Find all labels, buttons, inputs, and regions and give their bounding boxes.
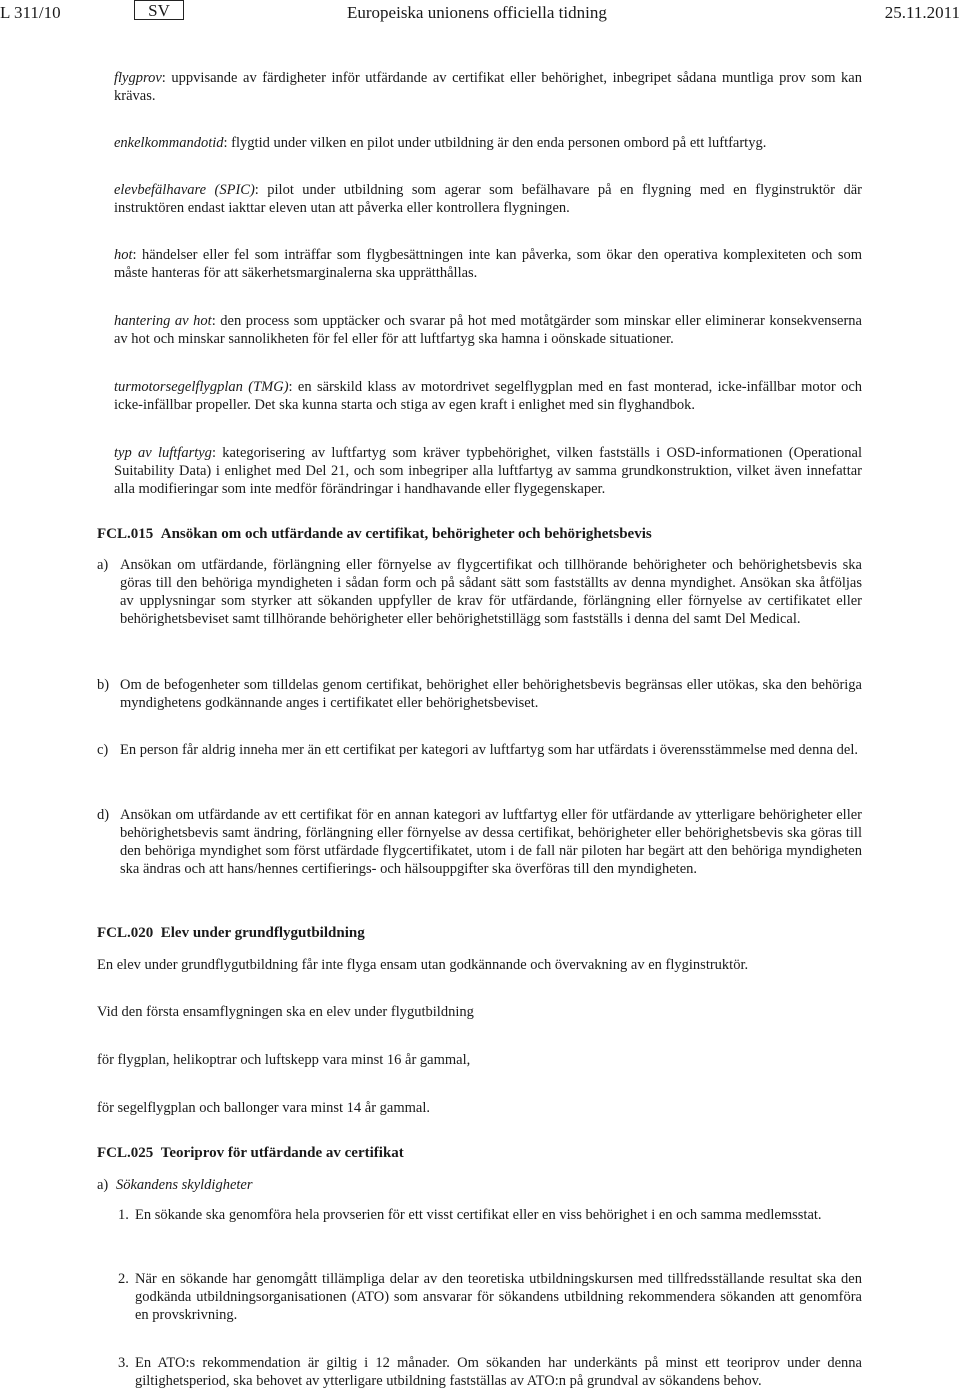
definition-term: hot bbox=[114, 247, 133, 263]
fcl020-paragraph-1: En elev under grundflygutbildning får inte flyga ensam utan godkännande och övervakning av en flyginstruktör. bbox=[97, 957, 749, 973]
item-letter: d) bbox=[97, 807, 110, 823]
publication-date: 25.11.2011 bbox=[884, 3, 960, 22]
section-heading-fcl015 bbox=[97, 526, 652, 543]
item-number: 1. bbox=[118, 1207, 129, 1223]
item-letter: a) bbox=[97, 557, 109, 573]
definition-term: elevbefälhavare (SPIC) bbox=[114, 182, 255, 198]
section-code: FCL.025 bbox=[97, 1145, 154, 1161]
definition-text: : den process som upptäcker och svarar på hot med motåtgärder som minskar eller eliminerar konsekvenserna av hot och minskar sannolikheten för fel eller för att luftfartyg ska hamna i oönskade situationer. bbox=[114, 313, 862, 347]
definition-hot bbox=[114, 246, 862, 282]
definition-flygprov bbox=[114, 69, 862, 105]
journal-title: Europeiska unionens officiella tidning bbox=[347, 3, 607, 22]
definition-text: : pilot under utbildning som agerar som befälhavare på en flygning med en flyginstruktör där instruktören endast iakttar eleven utan att påverka eller kontrollera flygningen. bbox=[114, 182, 862, 216]
section-title: Ansökan om och utfärdande av certifikat, behörigheter och behörighetsbevis bbox=[160, 526, 652, 542]
definition-text: : händelser eller fel som inträffar som flygbesättningen inte kan påverka, som ökar den operativa komplexiteten och som måste hanteras för att säkerhetsmarginalerna ska upprätthållas. bbox=[114, 247, 862, 281]
definition-enkelkommandotid bbox=[114, 134, 862, 152]
definition-term: enkelkommandotid bbox=[114, 135, 224, 151]
section-title: Teoriprov för utfärdande av certifikat bbox=[160, 1145, 404, 1161]
definition-text: : en särskild klass av motordrivet segelflygplan med en fast monterad, icke-infällbar motor och icke-infällbar propeller. Det ska kunna starta och stiga av egen kraft i enlighet med sin flyghandbok. bbox=[114, 379, 863, 413]
fcl020-paragraph-2: Vid den första ensamflygningen ska en elev under flygutbildning bbox=[97, 1004, 474, 1020]
fcl025-item-3: En ATO:s rekommendation är giltig i 12 månader. Om sökanden har underkänts på minst ett teoriprov under denna giltighetsperiod, ska behovet av ytterligare utbildning fastställas av ATO:n på grundval av sökandens behov. bbox=[135, 1355, 862, 1389]
fcl020-paragraph-3: för flygplan, helikoptrar och luftskepp vara minst 16 år gammal, bbox=[97, 1052, 471, 1068]
section-heading-fcl020 bbox=[97, 925, 365, 942]
definition-term: turmotorsegelflygplan (TMG) bbox=[114, 379, 289, 395]
language-badge: SV bbox=[134, 0, 184, 20]
item-letter: a) bbox=[97, 1177, 109, 1193]
definition-typ-av-luftfartyg bbox=[114, 444, 862, 498]
fcl015-item-c: En person får aldrig inneha mer än ett certifikat per kategori av luftfartyg som har utfärdats i överensstämmelse med denna del. bbox=[120, 742, 859, 758]
definition-text: : kategorisering av luftfartyg som kräver typbehörighet, vilken fastställs i OSD-informationen (Operational Suitability Data) i enlighet med Del 21, och som inbegriper alla luftfartyg av samma grundkonstruktion, vilket även innefattar alla modifieringar som inte medför förändringar i handhavande eller flygegenskaper. bbox=[114, 445, 863, 497]
definition-text: : flygtid under vilken en pilot under utbildning är den enda personen ombord på ett luftfartyg. bbox=[223, 135, 767, 151]
definition-term: typ av luftfartyg bbox=[114, 445, 212, 461]
fcl025-item-1: En sökande ska genomföra hela provserien för ett visst certifikat eller en viss behörighet i en och samma medlemsstat. bbox=[135, 1207, 822, 1223]
fcl020-paragraph-4: för segelflygplan och ballonger vara minst 14 år gammal. bbox=[97, 1100, 430, 1116]
definition-term: hantering av hot bbox=[114, 313, 212, 329]
section-code: FCL.015 bbox=[97, 526, 154, 542]
section-title: Elev under grundflygutbildning bbox=[160, 925, 365, 941]
item-number: 3. bbox=[118, 1355, 129, 1371]
subsection-title: Sökandens skyldigheter bbox=[116, 1177, 253, 1193]
section-heading-fcl025 bbox=[97, 1145, 404, 1162]
fcl025-item-2: När en sökande har genomgått tillämpliga delar av den teoretiska utbildningskursen med tillfredsställande resultat ska den godkända utbildningsorganisationen (ATO) som ansvarar för sökandens utbildning rekommendera sökanden att genomföra en provskrivning. bbox=[135, 1271, 862, 1323]
page-reference: L 311/10 bbox=[0, 3, 61, 22]
definition-hantering-av-hot bbox=[114, 312, 862, 348]
fcl015-item-a: Ansökan om utfärdande, förlängning eller förnyelse av flygcertifikat och tillhörande behörigheter och behörighetsbevis ska göras till den behöriga myndigheten i sådan form och på sådant sätt som fastställts av denna myndighet. Ansökan ska åtföljas av upplysningar som styrker att sökanden uppfyller de krav för utfärdande, förlängning eller förnyelse av certifikatet eller behörighetsbeviset samt tillhörande behörigheter eller behörighetstillägg som fastställs i denna del samt Del Medical. bbox=[120, 557, 862, 627]
fcl015-item-b: Om de befogenheter som tilldelas genom certifikat, behörighet eller behörighetsbevis begränsas eller utökas, ska den behöriga myndighetens godkännande anges i certifikatet eller behörighetsbeviset. bbox=[120, 677, 862, 711]
definition-term: flygprov bbox=[114, 70, 162, 86]
item-number: 2. bbox=[118, 1271, 129, 1287]
item-letter: b) bbox=[97, 677, 110, 693]
definition-text: : uppvisande av färdigheter inför utfärdande av certifikat eller behörighet, inbegripet sådana muntliga prov som kan krävas. bbox=[114, 70, 862, 104]
definition-spic bbox=[114, 181, 862, 217]
definition-tmg bbox=[114, 378, 862, 414]
fcl015-item-d: Ansökan om utfärdande av ett certifikat för en annan kategori av luftfartyg eller för utfärdande av ytterligare behörigheter eller behörighetsbevis samt ändring, förlängning eller förnyelse av dessa certifikat, behörigheter eller behörighetsbevis ska göras till den behöriga myndighet som först utfärdade flygcertifikatet, utom i de fall när piloten har begärt att den behöriga myndigheten ska ändras och att hans/hennes certifierings- och hälsouppgifter ska överföras till den myndigheten. bbox=[120, 807, 862, 877]
item-letter: c) bbox=[97, 742, 109, 758]
section-code: FCL.020 bbox=[97, 925, 154, 941]
